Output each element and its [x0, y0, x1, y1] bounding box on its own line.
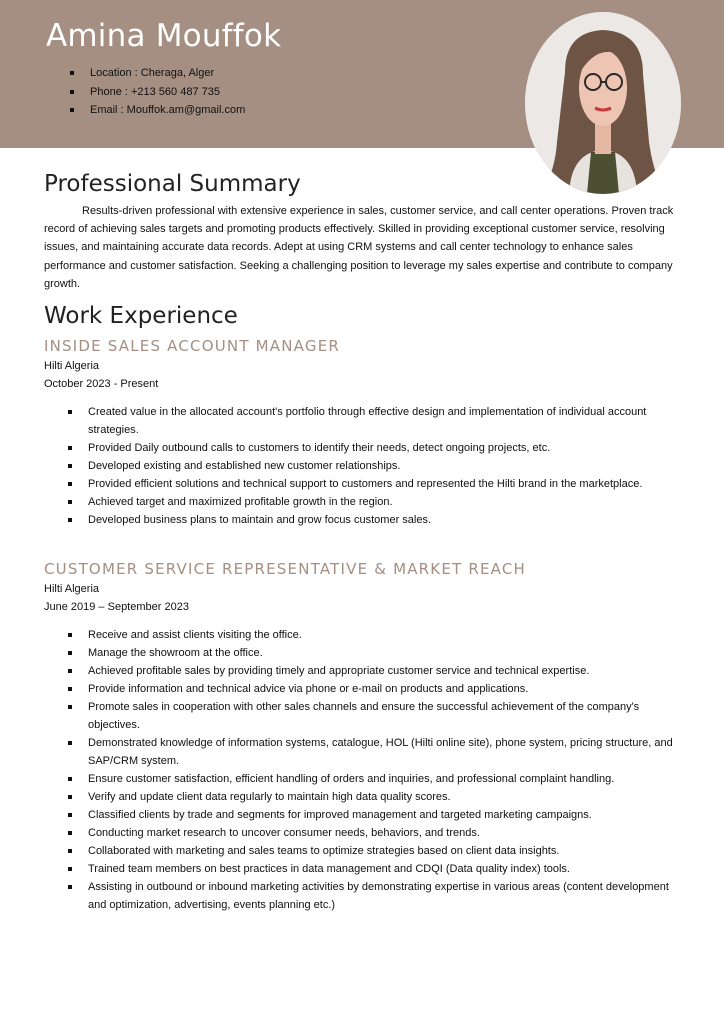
job-title-2: CUSTOMER SERVICE REPRESENTATIVE & MARKET REACH — [44, 560, 526, 578]
summary-text: Results-driven professional with extensive experience in sales, customer service, and call center operations. Proven track record of achieving sales targets and promoting products effectively. Skilled in providing exceptional customer service, resolving issues, and maintaining accurate data records. Adept at using CRM systems and call center technology to enhance sales performance and customer satisfaction. Seeking a challenging position to leverage my sales expertise and contribute to company growth. — [44, 205, 674, 290]
list-item: Receive and assist clients visiting the office. — [68, 626, 686, 644]
list-item: Achieved target and maximized profitable growth in the region. — [68, 493, 686, 511]
job-dates-2: June 2019 – September 2023 — [44, 601, 189, 613]
list-item: Provided efficient solutions and technical support to customers and represented the Hilti brand in the marketplace. — [68, 475, 686, 493]
contact-phone: Phone : +213 560 487 735 — [70, 83, 245, 102]
list-item: Collaborated with marketing and sales teams to optimize strategies based on client data insights. — [68, 842, 686, 860]
list-item: Ensure customer satisfaction, efficient handling of orders and inquiries, and professional complaint handling. — [68, 770, 686, 788]
contact-list — [70, 64, 245, 120]
job-bullets-2 — [68, 626, 686, 914]
list-item: Achieved profitable sales by providing timely and appropriate customer service and technical expertise. — [68, 662, 686, 680]
list-item: Provide information and technical advice via phone or e-mail on products and applications. — [68, 680, 686, 698]
contact-email: Email : Mouffok.am@gmail.com — [70, 101, 245, 120]
list-item: Demonstrated knowledge of information systems, catalogue, HOL (Hilti online site), phone system, pricing structure, and SAP/CRM system. — [68, 734, 686, 770]
list-item: Developed existing and established new customer relationships. — [68, 457, 686, 475]
list-item: Created value in the allocated account's portfolio through effective design and implementation of individual account strategies. — [68, 403, 686, 439]
list-item: Conducting market research to uncover consumer needs, behaviors, and trends. — [68, 824, 686, 842]
experience-heading: Work Experience — [44, 303, 238, 329]
list-item: Developed business plans to maintain and grow focus customer sales. — [68, 511, 686, 529]
job-bullets-1 — [68, 403, 686, 529]
contact-location: Location : Cheraga, Alger — [70, 64, 245, 83]
job-company-1: Hilti Algeria — [44, 360, 100, 372]
job-company-2: Hilti Algeria — [44, 583, 100, 595]
list-item: Manage the showroom at the office. — [68, 644, 686, 662]
list-item: Verify and update client data regularly to maintain high data quality scores. — [68, 788, 686, 806]
list-item: Provided Daily outbound calls to customers to identify their needs, detect ongoing projects, etc. — [68, 439, 686, 457]
job-title-1: INSIDE SALES ACCOUNT MANAGER — [44, 337, 340, 355]
summary-heading: Professional Summary — [44, 171, 301, 197]
job-dates-1: October 2023 - Present — [44, 378, 159, 390]
list-item: Assisting in outbound or inbound marketing activities by demonstrating expertise in various areas (content development and optimization, advertising, events planning etc.) — [68, 878, 686, 914]
list-item: Trained team members on best practices in data management and CDQI (Data quality index) tools. — [68, 860, 686, 878]
list-item: Promote sales in cooperation with other sales channels and ensure the successful achievement of the company's objectives. — [68, 698, 686, 734]
candidate-name: Amina Mouffok — [46, 18, 282, 54]
list-item: Classified clients by trade and segments for improved management and targeted marketing campaigns. — [68, 806, 686, 824]
portrait-illustration — [525, 12, 681, 194]
profile-photo — [525, 12, 681, 194]
